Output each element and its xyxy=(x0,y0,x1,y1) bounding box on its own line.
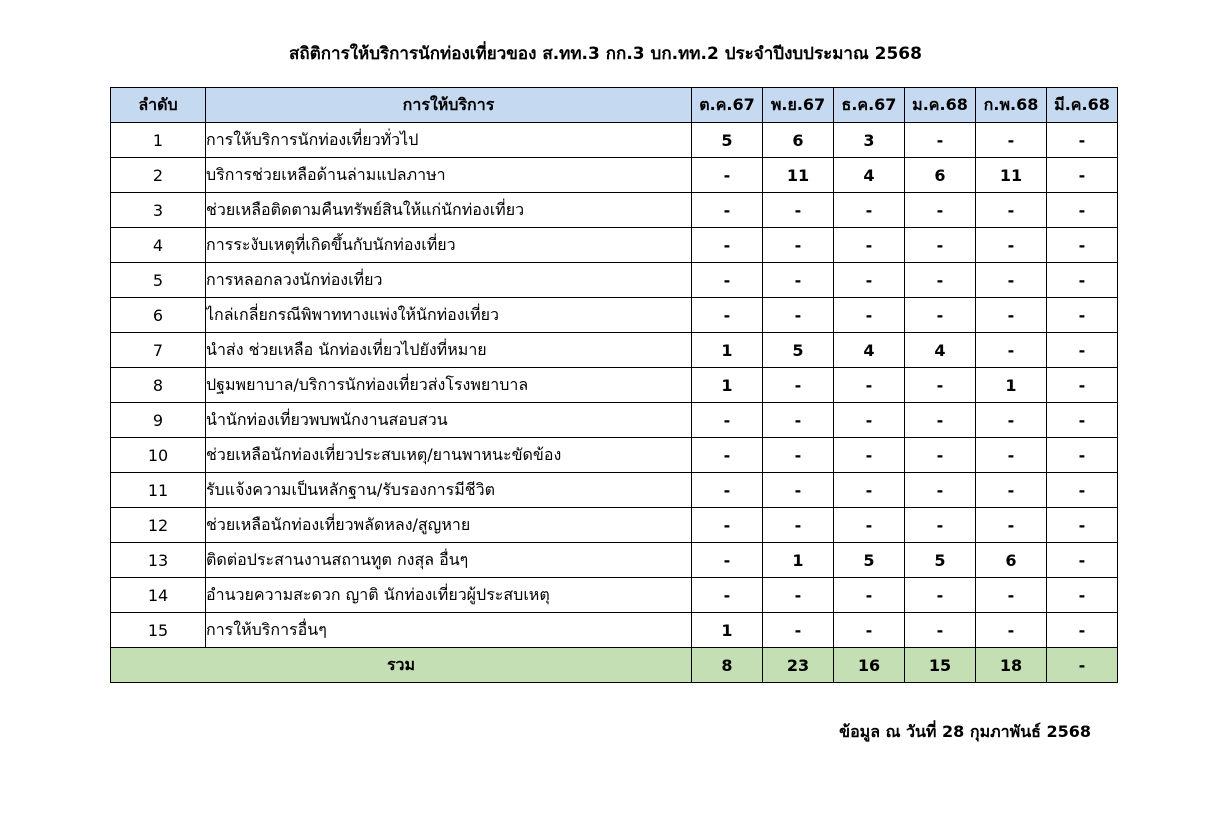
month-value: - xyxy=(763,578,834,613)
month-value: - xyxy=(976,298,1047,333)
month-value: - xyxy=(763,508,834,543)
month-value: - xyxy=(1047,403,1118,438)
month-value: - xyxy=(834,228,905,263)
month-value: - xyxy=(1047,543,1118,578)
row-number: 9 xyxy=(111,403,206,438)
total-value: 8 xyxy=(692,648,763,683)
row-number: 3 xyxy=(111,193,206,228)
month-value: - xyxy=(905,263,976,298)
table-row xyxy=(111,263,1118,298)
month-value: - xyxy=(905,473,976,508)
header-month: มี.ค.68 xyxy=(1047,88,1118,123)
month-value: - xyxy=(834,368,905,403)
data-date-note: ข้อมูล ณ วันที่ 28 กุมภาพันธ์ 2568 xyxy=(839,722,1091,741)
month-value: - xyxy=(834,193,905,228)
table-row xyxy=(111,193,1118,228)
table-row xyxy=(111,508,1118,543)
month-value: - xyxy=(905,228,976,263)
month-value: - xyxy=(905,193,976,228)
row-number: 8 xyxy=(111,368,206,403)
month-value: - xyxy=(976,613,1047,648)
service-name: ไกล่เกลี่ยกรณีพิพาททางแพ่งให้นักท่องเที่ยว xyxy=(206,298,692,333)
header-service: การให้บริการ xyxy=(206,88,692,123)
table-row xyxy=(111,333,1118,368)
month-value: - xyxy=(976,228,1047,263)
month-value: - xyxy=(692,158,763,193)
table-row xyxy=(111,228,1118,263)
table-row xyxy=(111,368,1118,403)
month-value: - xyxy=(834,438,905,473)
month-value: - xyxy=(1047,298,1118,333)
header-month: พ.ย.67 xyxy=(763,88,834,123)
month-value: 4 xyxy=(905,333,976,368)
total-value: 23 xyxy=(763,648,834,683)
month-value: - xyxy=(1047,578,1118,613)
table-row xyxy=(111,578,1118,613)
row-number: 14 xyxy=(111,578,206,613)
month-value: - xyxy=(763,298,834,333)
row-number: 7 xyxy=(111,333,206,368)
month-value: - xyxy=(692,298,763,333)
row-number: 15 xyxy=(111,613,206,648)
month-value: - xyxy=(692,543,763,578)
month-value: - xyxy=(1047,473,1118,508)
month-value: 1 xyxy=(692,368,763,403)
month-value: - xyxy=(1047,263,1118,298)
table-row xyxy=(111,543,1118,578)
month-value: - xyxy=(1047,368,1118,403)
row-number: 10 xyxy=(111,438,206,473)
month-value: - xyxy=(1047,508,1118,543)
month-value: - xyxy=(692,263,763,298)
month-value: - xyxy=(905,578,976,613)
month-value: 5 xyxy=(905,543,976,578)
row-number: 1 xyxy=(111,123,206,158)
table-row xyxy=(111,613,1118,648)
month-value: 5 xyxy=(834,543,905,578)
month-value: - xyxy=(692,473,763,508)
month-value: 4 xyxy=(834,158,905,193)
month-value: 11 xyxy=(976,158,1047,193)
month-value: - xyxy=(834,508,905,543)
table-body xyxy=(111,123,1118,648)
month-value: - xyxy=(692,438,763,473)
month-value: - xyxy=(905,403,976,438)
month-value: 5 xyxy=(763,333,834,368)
row-number: 4 xyxy=(111,228,206,263)
total-row xyxy=(111,648,1118,683)
month-value: 3 xyxy=(834,123,905,158)
month-value: - xyxy=(692,193,763,228)
month-value: - xyxy=(905,298,976,333)
service-name: รับแจ้งความเป็นหลักฐาน/รับรองการมีชีวิต xyxy=(206,473,692,508)
month-value: - xyxy=(763,263,834,298)
service-name: ช่วยเหลือนักท่องเที่ยวพลัดหลง/สูญหาย xyxy=(206,508,692,543)
month-value: - xyxy=(692,228,763,263)
month-value: 1 xyxy=(763,543,834,578)
header-no: ลำดับ xyxy=(111,88,206,123)
month-value: - xyxy=(763,368,834,403)
total-label: รวม xyxy=(111,648,692,683)
header-month: ต.ค.67 xyxy=(692,88,763,123)
service-name: การให้บริการอื่นๆ xyxy=(206,613,692,648)
month-value: - xyxy=(905,368,976,403)
total-value: 18 xyxy=(976,648,1047,683)
month-value: 1 xyxy=(976,368,1047,403)
month-value: - xyxy=(763,228,834,263)
total-value: - xyxy=(1047,648,1118,683)
month-value: 1 xyxy=(692,613,763,648)
month-value: 11 xyxy=(763,158,834,193)
month-value: - xyxy=(1047,333,1118,368)
service-name: การให้บริการนักท่องเที่ยวทั่วไป xyxy=(206,123,692,158)
month-value: - xyxy=(905,508,976,543)
service-name: นำนักท่องเที่ยวพบพนักงานสอบสวน xyxy=(206,403,692,438)
month-value: 4 xyxy=(834,333,905,368)
month-value: - xyxy=(1047,158,1118,193)
month-value: 1 xyxy=(692,333,763,368)
month-value: - xyxy=(976,193,1047,228)
month-value: - xyxy=(834,403,905,438)
month-value: - xyxy=(976,438,1047,473)
month-value: - xyxy=(905,123,976,158)
month-value: - xyxy=(692,403,763,438)
month-value: 5 xyxy=(692,123,763,158)
table-row xyxy=(111,403,1118,438)
service-statistics-table xyxy=(110,87,1118,683)
month-value: - xyxy=(976,473,1047,508)
month-value: - xyxy=(905,613,976,648)
row-number: 5 xyxy=(111,263,206,298)
month-value: - xyxy=(834,473,905,508)
service-name: ช่วยเหลือติดตามคืนทรัพย์สินให้แก่นักท่องเที่ยว xyxy=(206,193,692,228)
month-value: - xyxy=(976,263,1047,298)
month-value: 6 xyxy=(763,123,834,158)
month-value: - xyxy=(1047,193,1118,228)
month-value: - xyxy=(834,263,905,298)
month-value: - xyxy=(834,298,905,333)
header-month: ธ.ค.67 xyxy=(834,88,905,123)
table-row xyxy=(111,473,1118,508)
service-name: บริการช่วยเหลือด้านล่ามแปลภาษา xyxy=(206,158,692,193)
header-month: ม.ค.68 xyxy=(905,88,976,123)
month-value: - xyxy=(692,578,763,613)
month-value: - xyxy=(1047,123,1118,158)
row-number: 11 xyxy=(111,473,206,508)
table-row xyxy=(111,298,1118,333)
month-value: - xyxy=(834,613,905,648)
month-value: - xyxy=(763,403,834,438)
month-value: - xyxy=(1047,228,1118,263)
table-row xyxy=(111,158,1118,193)
service-name: ช่วยเหลือนักท่องเที่ยวประสบเหตุ/ยานพาหนะขัดข้อง xyxy=(206,438,692,473)
month-value: - xyxy=(976,333,1047,368)
month-value: - xyxy=(976,578,1047,613)
month-value: - xyxy=(976,508,1047,543)
page-title: สถิติการให้บริการนักท่องเที่ยวของ ส.ทท.3 กก.3 บก.ทท.2 ประจำปีงบประมาณ 2568 xyxy=(289,44,922,64)
total-value: 16 xyxy=(834,648,905,683)
table-row xyxy=(111,438,1118,473)
service-name: การหลอกลวงนักท่องเที่ยว xyxy=(206,263,692,298)
total-value: 15 xyxy=(905,648,976,683)
row-number: 6 xyxy=(111,298,206,333)
row-number: 13 xyxy=(111,543,206,578)
month-value: - xyxy=(834,578,905,613)
service-name: ติดต่อประสานงานสถานทูต กงสุล อื่นๆ xyxy=(206,543,692,578)
month-value: - xyxy=(763,438,834,473)
month-value: 6 xyxy=(976,543,1047,578)
month-value: - xyxy=(692,508,763,543)
table-row xyxy=(111,123,1118,158)
month-value: - xyxy=(763,193,834,228)
service-name: ปฐมพยาบาล/บริการนักท่องเที่ยวส่งโรงพยาบาล xyxy=(206,368,692,403)
month-value: 6 xyxy=(905,158,976,193)
service-name: นำส่ง ช่วยเหลือ นักท่องเที่ยวไปยังที่หมาย xyxy=(206,333,692,368)
service-name: อำนวยความสะดวก ญาติ นักท่องเที่ยวผู้ประสบเหตุ xyxy=(206,578,692,613)
month-value: - xyxy=(1047,613,1118,648)
table-header-row xyxy=(111,88,1118,123)
month-value: - xyxy=(763,473,834,508)
month-value: - xyxy=(1047,438,1118,473)
month-value: - xyxy=(976,403,1047,438)
header-month: ก.พ.68 xyxy=(976,88,1047,123)
month-value: - xyxy=(976,123,1047,158)
row-number: 12 xyxy=(111,508,206,543)
month-value: - xyxy=(763,613,834,648)
month-value: - xyxy=(905,438,976,473)
service-name: การระงับเหตุที่เกิดขึ้นกับนักท่องเที่ยว xyxy=(206,228,692,263)
row-number: 2 xyxy=(111,158,206,193)
